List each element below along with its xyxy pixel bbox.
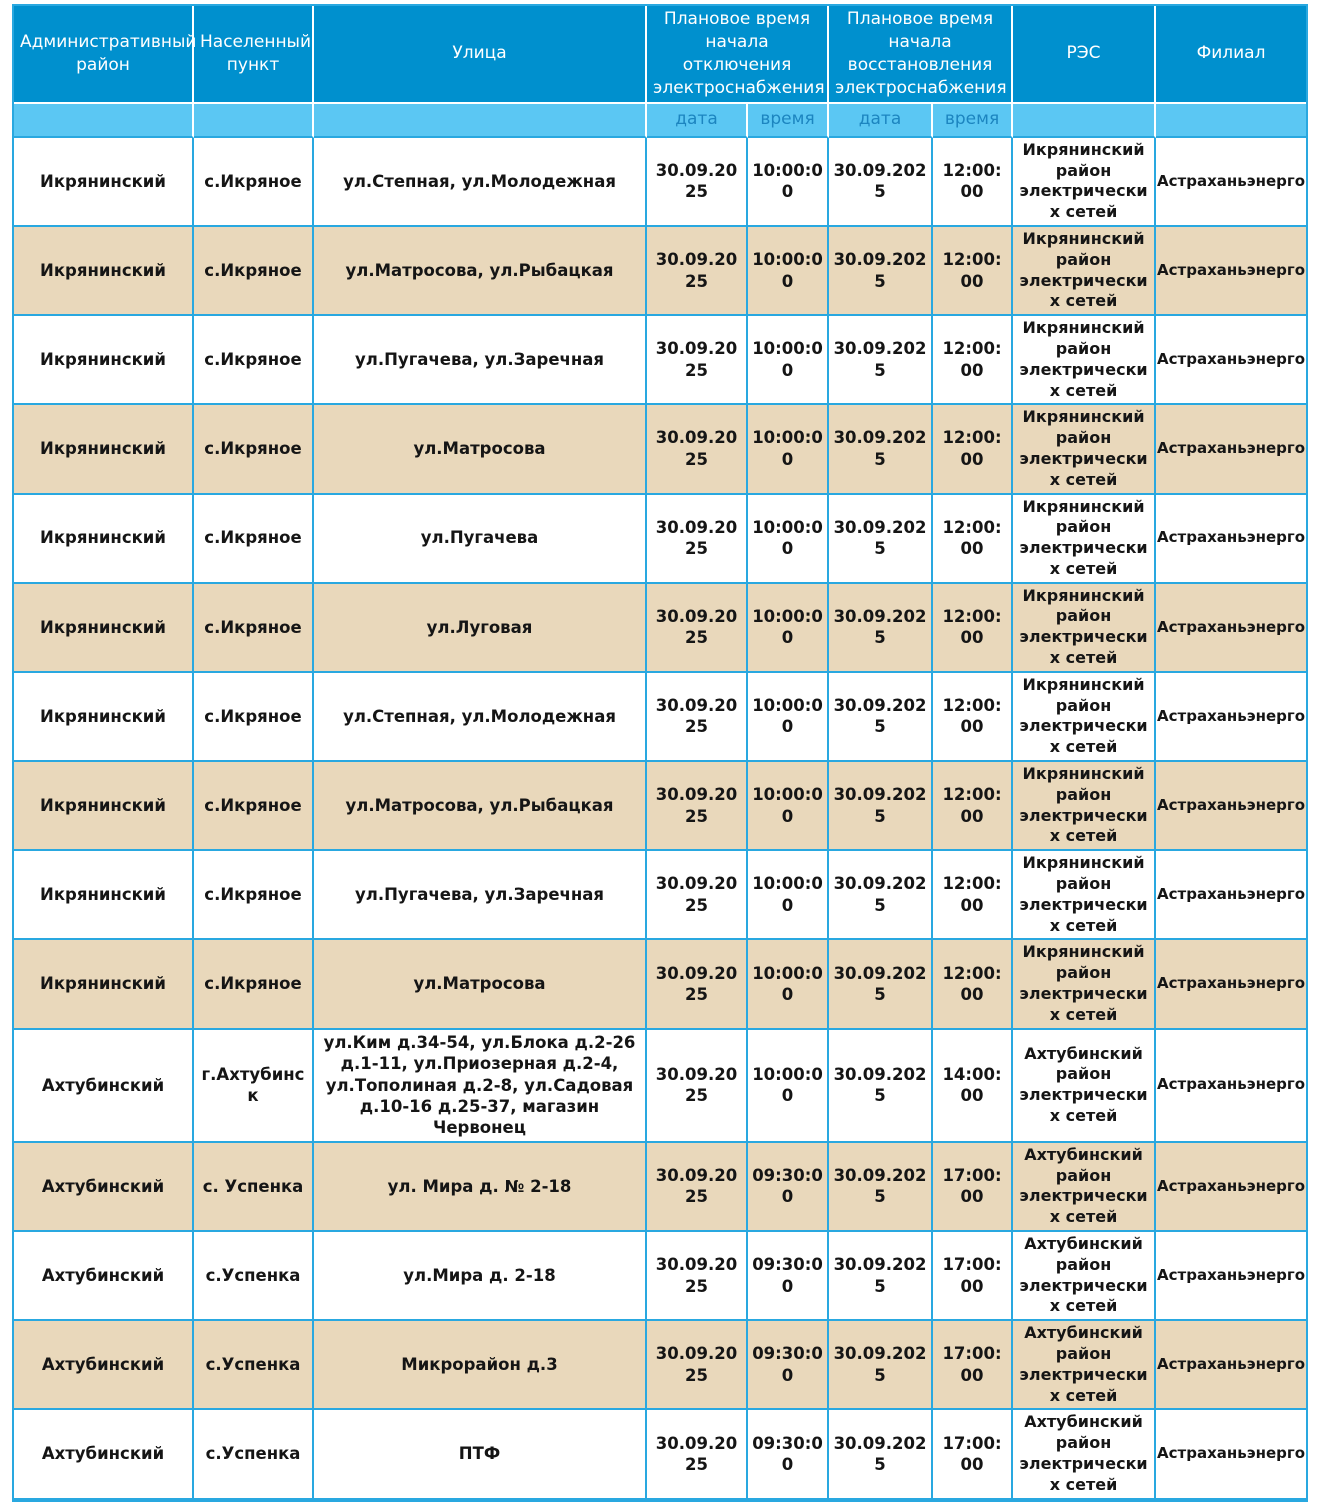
cell-district: Икрянинский — [14, 584, 194, 673]
cell-district: Икрянинский — [14, 940, 194, 1029]
cell-res: Ахтубинский район электрических сетей — [1013, 1143, 1156, 1232]
cell-outage-time: 10:00:00 — [748, 584, 829, 673]
table-row — [14, 584, 1306, 673]
cell-restore-date: 30.09.2025 — [829, 673, 933, 762]
cell-outage-date: 30.09.2025 — [647, 1143, 748, 1232]
cell-outage-time: 10:00:00 — [748, 673, 829, 762]
cell-restore-date: 30.09.2025 — [829, 762, 933, 851]
cell-street: ул.Ким д.34-54, ул.Блока д.2-26 д.1-11, ул.Приозерная д.2-4, ул.Тополиная д.2-8, ул.Садовая д.10-16 д.25-37, магазин Червонец — [314, 1030, 647, 1143]
header-settlement: Населенный пункт — [194, 6, 314, 104]
cell-restore-date: 30.09.2025 — [829, 405, 933, 494]
cell-res: Икрянинский район электрических сетей — [1013, 762, 1156, 851]
cell-res: Икрянинский район электрических сетей — [1013, 405, 1156, 494]
table-row — [14, 762, 1306, 851]
cell-restore-date: 30.09.2025 — [829, 1232, 933, 1321]
subheader-empty-district — [14, 104, 194, 138]
cell-district: Ахтубинский — [14, 1410, 194, 1499]
cell-restore-time: 12:00:00 — [933, 316, 1013, 405]
cell-outage-date: 30.09.2025 — [647, 1030, 748, 1143]
cell-settlement: с.Икряное — [194, 138, 314, 227]
cell-outage-time: 10:00:00 — [748, 138, 829, 227]
cell-street: ул.Матросова — [314, 405, 647, 494]
header-branch: Филиал — [1156, 6, 1306, 104]
cell-branch: Астраханьэнерго — [1156, 1232, 1306, 1321]
cell-branch: Астраханьэнерго — [1156, 1143, 1306, 1232]
cell-res: Икрянинский район электрических сетей — [1013, 227, 1156, 316]
cell-street: ул.Степная, ул.Молодежная — [314, 673, 647, 762]
cell-restore-time: 12:00:00 — [933, 673, 1013, 762]
cell-street: ул.Мира д. 2-18 — [314, 1232, 647, 1321]
cell-restore-time: 12:00:00 — [933, 940, 1013, 1029]
cell-outage-time: 09:30:00 — [748, 1410, 829, 1499]
header-district: Административный район — [14, 6, 194, 104]
cell-restore-date: 30.09.2025 — [829, 584, 933, 673]
cell-res: Икрянинский район электрических сетей — [1013, 851, 1156, 940]
cell-restore-time: 12:00:00 — [933, 405, 1013, 494]
table-row — [14, 673, 1306, 762]
table-row — [14, 851, 1306, 940]
cell-branch: Астраханьэнерго — [1156, 227, 1306, 316]
cell-settlement: с.Икряное — [194, 940, 314, 1029]
cell-outage-date: 30.09.2025 — [647, 940, 748, 1029]
cell-res: Икрянинский район электрических сетей — [1013, 673, 1156, 762]
cell-outage-time: 09:30:00 — [748, 1232, 829, 1321]
table-row — [14, 316, 1306, 405]
cell-res: Икрянинский район электрических сетей — [1013, 495, 1156, 584]
cell-street: ул.Пугачева, ул.Заречная — [314, 851, 647, 940]
cell-street: ул.Степная, ул.Молодежная — [314, 138, 647, 227]
cell-outage-time: 10:00:00 — [748, 851, 829, 940]
cell-street: ул.Матросова, ул.Рыбацкая — [314, 227, 647, 316]
cell-res: Ахтубинский район электрических сетей — [1013, 1410, 1156, 1499]
cell-restore-date: 30.09.2025 — [829, 940, 933, 1029]
subheader-empty-res — [1013, 104, 1156, 138]
cell-street: ул.Пугачева — [314, 495, 647, 584]
table-row — [14, 1143, 1306, 1232]
cell-street: ул. Мира д. № 2-18 — [314, 1143, 647, 1232]
cell-branch: Астраханьэнерго — [1156, 405, 1306, 494]
cell-district: Икрянинский — [14, 762, 194, 851]
subheader-outage-date: дата — [647, 104, 748, 138]
cell-restore-time: 17:00:00 — [933, 1321, 1013, 1410]
header-restore-group: Плановое время начала восстановления электроснабжения — [829, 6, 1013, 104]
cell-street: ул.Матросова, ул.Рыбацкая — [314, 762, 647, 851]
cell-branch: Астраханьэнерго — [1156, 762, 1306, 851]
cell-street: ПТФ — [314, 1410, 647, 1499]
cell-district: Икрянинский — [14, 851, 194, 940]
cell-outage-time: 10:00:00 — [748, 940, 829, 1029]
cell-restore-date: 30.09.2025 — [829, 495, 933, 584]
cell-outage-date: 30.09.2025 — [647, 1410, 748, 1499]
cell-settlement: с.Успенка — [194, 1321, 314, 1410]
cell-settlement: с.Икряное — [194, 762, 314, 851]
cell-street: Микрорайон д.3 — [314, 1321, 647, 1410]
subheader-empty-street — [314, 104, 647, 138]
cell-district: Икрянинский — [14, 405, 194, 494]
outage-schedule-table-wrapper — [12, 4, 1308, 1502]
table-row — [14, 227, 1306, 316]
table-row — [14, 1410, 1306, 1499]
cell-settlement: с.Икряное — [194, 673, 314, 762]
cell-res: Икрянинский район электрических сетей — [1013, 316, 1156, 405]
cell-district: Икрянинский — [14, 673, 194, 762]
table-row — [14, 495, 1306, 584]
cell-district: Икрянинский — [14, 316, 194, 405]
header-res: РЭС — [1013, 6, 1156, 104]
cell-restore-time: 17:00:00 — [933, 1143, 1013, 1232]
cell-restore-time: 12:00:00 — [933, 495, 1013, 584]
cell-branch: Астраханьэнерго — [1156, 584, 1306, 673]
cell-res: Икрянинский район электрических сетей — [1013, 138, 1156, 227]
cell-district: Ахтубинский — [14, 1232, 194, 1321]
cell-settlement: с.Икряное — [194, 316, 314, 405]
cell-outage-time: 10:00:00 — [748, 762, 829, 851]
cell-restore-date: 30.09.2025 — [829, 138, 933, 227]
cell-outage-date: 30.09.2025 — [647, 1321, 748, 1410]
cell-restore-time: 17:00:00 — [933, 1232, 1013, 1321]
cell-branch: Астраханьэнерго — [1156, 316, 1306, 405]
table-row — [14, 138, 1306, 227]
cell-outage-time: 09:30:00 — [748, 1143, 829, 1232]
header-row-sub — [14, 104, 1306, 138]
subheader-empty-settlement — [194, 104, 314, 138]
cell-outage-time: 10:00:00 — [748, 316, 829, 405]
cell-restore-date: 30.09.2025 — [829, 1410, 933, 1499]
cell-settlement: с. Успенка — [194, 1143, 314, 1232]
cell-branch: Астраханьэнерго — [1156, 1030, 1306, 1143]
cell-settlement: с.Икряное — [194, 405, 314, 494]
cell-settlement: с.Икряное — [194, 495, 314, 584]
cell-res: Икрянинский район электрических сетей — [1013, 940, 1156, 1029]
cell-branch: Астраханьэнерго — [1156, 1321, 1306, 1410]
header-outage-group: Плановое время начала отключения электроснабжения — [647, 6, 829, 104]
cell-restore-date: 30.09.2025 — [829, 851, 933, 940]
table-body — [14, 138, 1306, 1500]
cell-outage-time: 09:30:00 — [748, 1321, 829, 1410]
cell-outage-time: 10:00:00 — [748, 405, 829, 494]
cell-restore-time: 12:00:00 — [933, 227, 1013, 316]
cell-restore-time: 17:00:00 — [933, 1410, 1013, 1499]
cell-outage-date: 30.09.2025 — [647, 1232, 748, 1321]
cell-settlement: г.Ахтубинск — [194, 1030, 314, 1143]
cell-district: Икрянинский — [14, 227, 194, 316]
cell-outage-date: 30.09.2025 — [647, 762, 748, 851]
header-street: Улица — [314, 6, 647, 104]
table-row — [14, 1030, 1306, 1143]
outage-schedule-table — [14, 6, 1306, 1500]
cell-restore-time: 12:00:00 — [933, 584, 1013, 673]
cell-settlement: с.Икряное — [194, 227, 314, 316]
cell-restore-time: 12:00:00 — [933, 138, 1013, 227]
cell-branch: Астраханьэнерго — [1156, 138, 1306, 227]
cell-outage-time: 10:00:00 — [748, 495, 829, 584]
table-row — [14, 405, 1306, 494]
cell-street: ул.Луговая — [314, 584, 647, 673]
cell-settlement: с.Икряное — [194, 584, 314, 673]
table-row — [14, 1321, 1306, 1410]
header-row-main — [14, 6, 1306, 104]
table-row — [14, 940, 1306, 1029]
cell-outage-date: 30.09.2025 — [647, 316, 748, 405]
cell-district: Икрянинский — [14, 138, 194, 227]
cell-branch: Астраханьэнерго — [1156, 495, 1306, 584]
subheader-restore-time: время — [933, 104, 1013, 138]
cell-res: Икрянинский район электрических сетей — [1013, 584, 1156, 673]
cell-district: Ахтубинский — [14, 1030, 194, 1143]
table-header — [14, 6, 1306, 138]
cell-res: Ахтубинский район электрических сетей — [1013, 1030, 1156, 1143]
cell-settlement: с.Икряное — [194, 851, 314, 940]
cell-res: Ахтубинский район электрических сетей — [1013, 1232, 1156, 1321]
cell-street: ул.Пугачева, ул.Заречная — [314, 316, 647, 405]
table-row — [14, 1232, 1306, 1321]
cell-outage-time: 10:00:00 — [748, 1030, 829, 1143]
cell-settlement: с.Успенка — [194, 1232, 314, 1321]
cell-restore-time: 12:00:00 — [933, 762, 1013, 851]
cell-district: Икрянинский — [14, 495, 194, 584]
cell-outage-date: 30.09.2025 — [647, 584, 748, 673]
cell-restore-date: 30.09.2025 — [829, 316, 933, 405]
cell-settlement: с.Успенка — [194, 1410, 314, 1499]
cell-branch: Астраханьэнерго — [1156, 940, 1306, 1029]
cell-restore-date: 30.09.2025 — [829, 1030, 933, 1143]
subheader-outage-time: время — [748, 104, 829, 138]
cell-restore-time: 14:00:00 — [933, 1030, 1013, 1143]
cell-branch: Астраханьэнерго — [1156, 1410, 1306, 1499]
cell-street: ул.Матросова — [314, 940, 647, 1029]
cell-restore-date: 30.09.2025 — [829, 1143, 933, 1232]
cell-outage-date: 30.09.2025 — [647, 673, 748, 762]
cell-branch: Астраханьэнерго — [1156, 673, 1306, 762]
cell-branch: Астраханьэнерго — [1156, 851, 1306, 940]
cell-district: Ахтубинский — [14, 1143, 194, 1232]
cell-outage-date: 30.09.2025 — [647, 495, 748, 584]
cell-outage-date: 30.09.2025 — [647, 405, 748, 494]
cell-outage-time: 10:00:00 — [748, 227, 829, 316]
cell-outage-date: 30.09.2025 — [647, 851, 748, 940]
cell-outage-date: 30.09.2025 — [647, 227, 748, 316]
cell-restore-date: 30.09.2025 — [829, 227, 933, 316]
subheader-empty-branch — [1156, 104, 1306, 138]
cell-restore-date: 30.09.2025 — [829, 1321, 933, 1410]
subheader-restore-date: дата — [829, 104, 933, 138]
cell-outage-date: 30.09.2025 — [647, 138, 748, 227]
cell-restore-time: 12:00:00 — [933, 851, 1013, 940]
cell-district: Ахтубинский — [14, 1321, 194, 1410]
cell-res: Ахтубинский район электрических сетей — [1013, 1321, 1156, 1410]
